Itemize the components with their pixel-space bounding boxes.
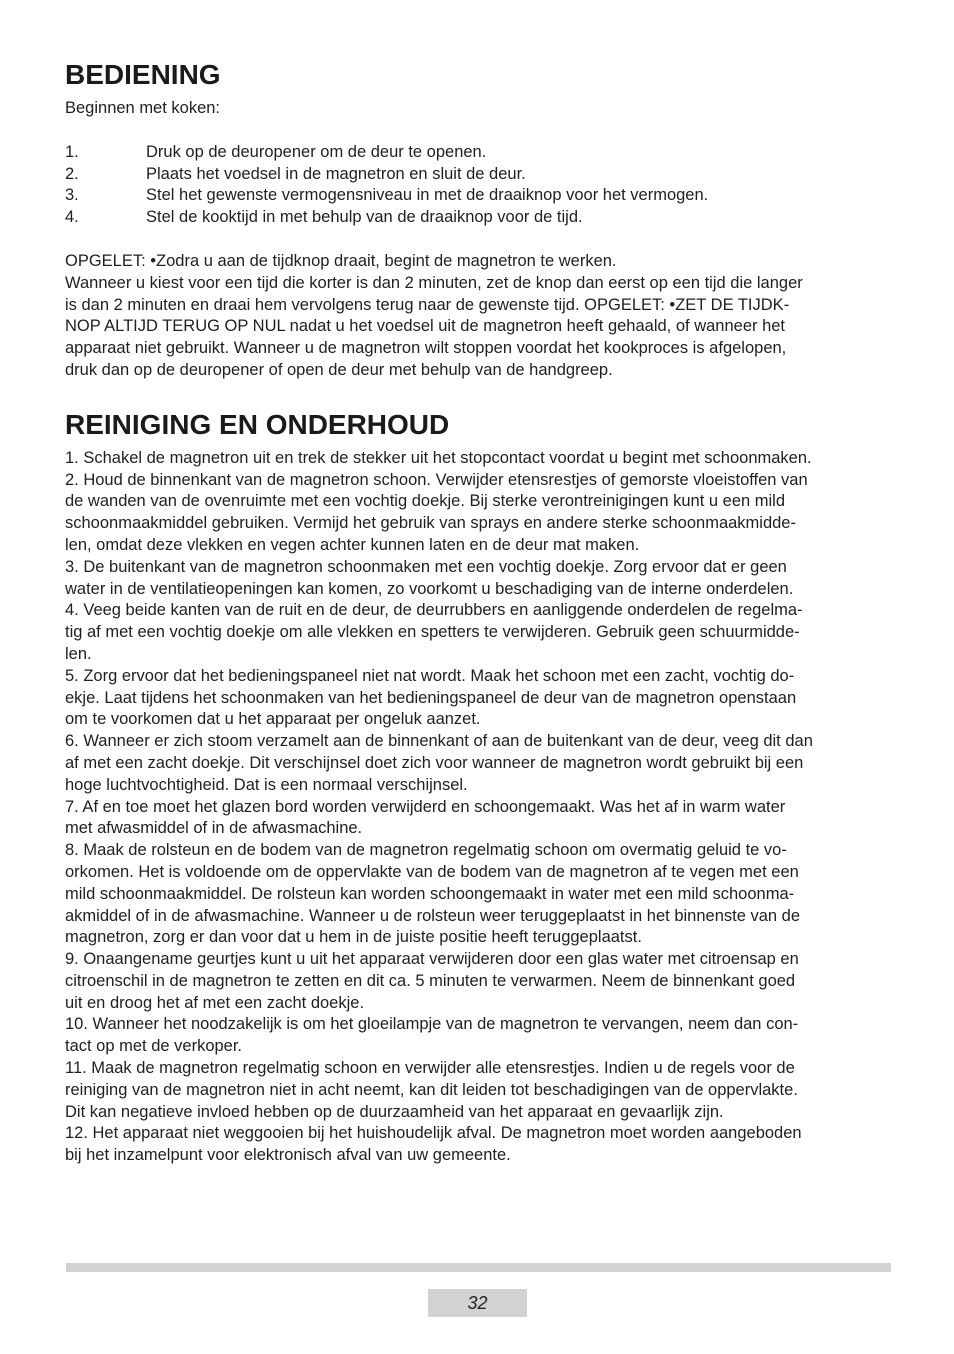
text-line: 1. Schakel de magnetron uit en trek de stekker uit het stopcontact voordat u begint met schoonmaken. [65, 448, 812, 467]
text-line: orkomen. Het is voldoende om de oppervlakte van de bodem van de magnetron af te vegen met een [65, 862, 799, 881]
text-line: 8. Maak de rolsteun en de bodem van de magnetron regelmatig schoon om overmatig geluid te vo- [65, 841, 787, 860]
text-line: reiniging van de magnetron niet in acht neemt, kan dit leiden tot beschadigingen van de oppervlakte. [65, 1080, 798, 1099]
text-line: mild schoonmaakmiddel. De rolsteun kan worden schoongemaakt in water met een mild schoonma- [65, 884, 795, 903]
text-line: tig af met een vochtig doekje om alle vlekken en spetters te verwijderen. Gebruik geen schuurmidde- [65, 623, 800, 642]
text-line: 5. Zorg ervoor dat het bedieningspaneel niet nat wordt. Maak het schoon met een zacht, vochtig do- [65, 666, 795, 685]
text-line: water in de ventilatieopeningen kan komen, zo voorkomt u beschadiging van de interne onderdelen. [65, 579, 794, 598]
maintenance-text [65, 448, 891, 1167]
text-line: apparaat niet gebruikt. Wanneer u de magnetron wilt stoppen voordat het kookproces is afgelopen, [65, 339, 787, 358]
text-line: om te voorkomen dat u het apparaat per ongeluk aanzet. [65, 710, 481, 729]
text-line: NOP ALTIJD TERUG OP NUL nadat u het voedsel uit de magnetron heeft gehaald, of wanneer het [65, 317, 786, 336]
text-line: 12. Het apparaat niet weggooien bij het huishoudelijk afval. De magnetron moet worden aangeboden [65, 1124, 802, 1143]
text-line: OPGELET: •Zodra u aan de tijdknop draait, begint de magnetron te werken. [65, 251, 617, 270]
text-line: 7. Af en toe moet het glazen bord worden verwijderd en schoongemaakt. Was het af in warm water [65, 797, 786, 816]
text-line: 4. Veeg beide kanten van de ruit en de deur, de deurrubbers en aanliggende onderdelen de regelma- [65, 601, 803, 620]
text-line: 2. Houd de binnenkant van de magnetron schoon. Verwijder etensrestjes of gemorste vloeistoffen van [65, 470, 808, 489]
section-title-reiniging: REINIGING EN ONDERHOUD [65, 408, 450, 440]
intro-text: Beginnen met koken: [65, 99, 221, 117]
text-line: uit en droog het af met een zacht doekje. [65, 993, 365, 1012]
text-line: de wanden van de ovenruimte met een vochtig doekje. Bij sterke verontreinigingen kunt u een mild [65, 492, 786, 511]
text-line: hoge luchtvochtigheid. Dat is een normaal verschijnsel. [65, 775, 468, 794]
warning-paragraph [65, 251, 891, 382]
section-title-bediening: BEDIENING [65, 59, 221, 90]
page-content [65, 58, 891, 1167]
text-line: af met een zacht doekje. Dit verschijnsel doet zich voor wanneer de magnetron wordt gebruikt bij een [65, 753, 804, 772]
text-line: citroenschil in de magnetron te zetten en dit ca. 5 minuten te verwarmen. Neem de binnenkant goed [65, 971, 796, 990]
text-line: is dan 2 minuten en draai hem vervolgens terug naar de gewenste tijd. OPGELET: •ZET DE TIJDK- [65, 295, 790, 314]
text-line: len, omdat deze vlekken en vegen achter kunnen laten en de deur mat maken. [65, 535, 640, 554]
text-line: 10. Wanneer het noodzakelijk is om het gloeilampje van de magnetron te vervangen, neem dan con- [65, 1015, 799, 1034]
text-line: bij het inzamelpunt voor elektronisch afval van uw gemeente. [65, 1146, 511, 1165]
text-line: schoonmaakmiddel gebruiken. Vermijd het gebruik van sprays en andere sterke schoonmaakmidde- [65, 514, 796, 533]
text-line: ekje. Laat tijdens het schoonmaken van het bedieningspaneel de deur van de magnetron openstaan [65, 688, 797, 707]
text-line: 6. Wanneer er zich stoom verzamelt aan de binnenkant of aan de buitenkant van de deur, veeg dit dan [65, 732, 813, 751]
text-line: Dit kan negatieve invloed hebben op de duurzaamheid van het apparaat en gevaarlijk zijn. [65, 1102, 724, 1121]
list-item: 2. Plaats het voedsel in de magnetron en sluit de deur. [65, 164, 526, 183]
footer-divider [66, 1263, 891, 1272]
text-line: tact op met de verkoper. [65, 1037, 243, 1056]
page-number: 32 [428, 1289, 527, 1317]
text-line: druk dan op de deuropener of open de deur met behulp van de handgreep. [65, 360, 613, 379]
list-item: 4. Stel de kooktijd in met behulp van de draaiknop voor de tijd. [65, 208, 583, 227]
text-line: 9. Onaangename geurtjes kunt u uit het apparaat verwijderen door een glas water met citroensap en [65, 950, 799, 969]
list-item: 1. Druk op de deuropener om de deur te openen. [65, 142, 487, 161]
text-line: 11. Maak de magnetron regelmatig schoon en verwijder alle etensrestjes. Indien u de regels voor de [65, 1059, 795, 1078]
list-item: 3. Stel het gewenste vermogensniveau in met de draaiknop voor het vermogen. [65, 186, 709, 205]
text-line: 3. De buitenkant van de magnetron schoonmaken met een vochtig doekje. Zorg ervoor dat er geen [65, 557, 787, 576]
text-line: met afwasmiddel of in de afwasmachine. [65, 819, 363, 838]
text-line: akmiddel of in de afwasmachine. Wanneer u de rolsteun weer teruggeplaatst in het binnenste van de [65, 906, 801, 925]
text-line: len. [65, 644, 92, 663]
text-line: magnetron, zorg er dan voor dat u hem in de juiste positie heeft teruggeplaatst. [65, 928, 642, 947]
steps-list [65, 142, 891, 229]
text-line: Wanneer u kiest voor een tijd die korter is dan 2 minuten, zet de knop dan eerst op een tijd die langer [65, 273, 803, 292]
